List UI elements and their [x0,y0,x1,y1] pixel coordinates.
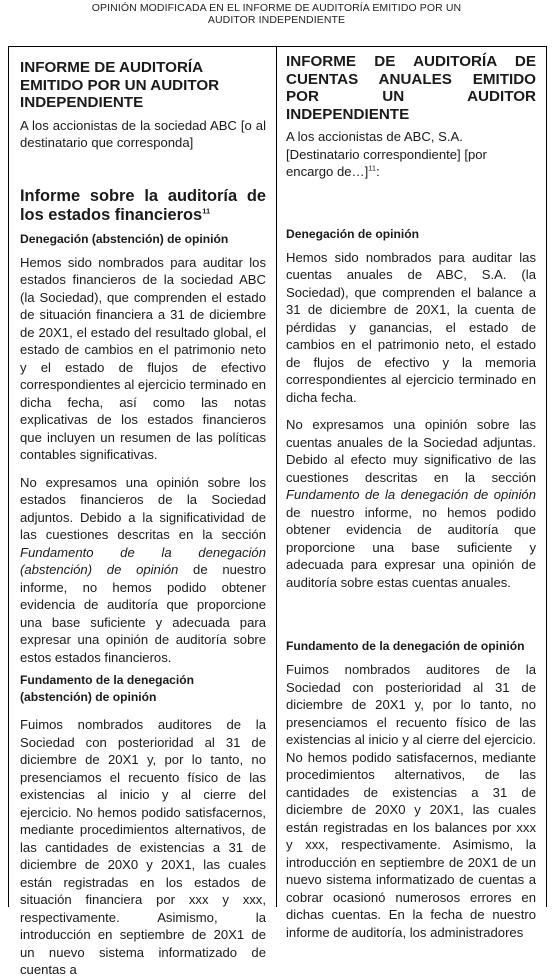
left-column [9,47,277,977]
right-paragraph-1: Hemos sido nombrados para auditar las cuentas anuales de ABC, S.A. (la Sociedad), que comprenden el balance a 31 de diciembre de 20X1, la cuenta de pérdidas y ganancias, el estado de cambios en el patrimonio neto, el estado de flujos de efectivo y la memoria correspondientes al ejercicio terminado en dicha fecha. [286,249,536,405]
page-header-line-1: OPINIÓN MODIFICADA EN EL INFORME DE AUDITORÍA EMITIDO POR UN [91,2,462,14]
page-header [0,2,553,26]
right-paragraph-2 [286,416,536,591]
left-paragraph-2-b: de nuestro informe, no hemos podido obtener evidencia de auditoría que proporcione una base suficiente y adecuada para expresar una opinión de auditoría sobre estos estados financieros. [20,562,267,665]
right-footnote-ref: 11 [368,163,377,173]
left-subheading-basis: Fundamento de la denegación (abstención) de opinión [20,673,195,704]
right-addressee-text: A los accionistas de ABC, S.A. [Destinatario correspondiente] [por encargo de…] [286,129,487,179]
page-header-line-2: AUDITOR INDEPENDIENTE [207,14,346,26]
left-addressee: A los accionistas de la sociedad ABC [o al destinatario que corresponda] [20,117,266,150]
left-section-title-text: Informe sobre la auditoría de los estados financieros [20,186,266,224]
left-report-title: INFORME DE AUDITORÍA EMITIDO POR UN AUDITOR INDEPENDIENTE [20,59,220,111]
right-subheading-denial: Denegación de opinión [286,226,420,241]
right-paragraph-2-a: No expresamos una opinión sobre las cuentas anuales de la Sociedad adjuntas. Debido al efecto muy significativo de las cuestiones descritas en la sección [286,417,536,485]
left-paragraph-2 [20,474,266,667]
right-paragraph-3: Fuimos nombrados auditores de la Sociedad con posterioridad al 31 de diciembre de 20X1 y, por lo tanto, no presenciamos el recuento físico de las existencias al inicio y al cierre del ejercicio. No hemos podido satisfacernos, mediante procedimientos alternativos, de las cantidades de existencias a 31 de diciembre de 20X0 y 20X1, las cuales están registradas en los balances por xxx y xxx, respectivamente. Asimismo, la introducción en septiembre de 20X1 de un nuevo sistema informatizado de cuentas a cobrar ocasionó numerosos errores en dichas cuentas. En la fecha de nuestro informe de auditoría, los administradores [286,662,536,940]
comparison-table [8,46,547,977]
right-column [277,47,545,940]
right-paragraph-2-italic: Fundamento de la denegación de opinión [286,487,536,502]
left-paragraph-2-italic: Fundamento de la denegación (abstención) de opinión [20,544,266,577]
left-paragraph-1: Hemos sido nombrados para auditar los estados financieros de la sociedad ABC (la Sociedad), que comprenden el estado de situación financiera a 31 de diciembre de 20X1, el estado del resultado global, el estado de cambios en el patrimonio neto y el estado de flujos de efectivo correspondientes al ejercicio terminado en dicha fecha, así como las notas explicativas de los estados financieros que incluyen un resumen de las políticas contables significativas. [20,254,267,462]
right-addressee-tail: : [376,164,380,179]
left-paragraph-3: Fuimos nombrados auditores de la Sociedad con posterioridad al 31 de diciembre de 20X1 y, por lo tanto, no presenciamos el recuento físico de las existencias al inicio y al cierre del ejercicio. No hemos podido satisfacernos, mediante procedimientos alternativos, de las cantidades de existencias a 31 de diciembre de 20X0 y 20X1, las cuales están registradas en los estados de situación financiera por xxx y xxx, respectivamente. Asimismo, la introducción en septiembre de 20X1 de un nuevo sistema informatizado de cuentas a [20,717,266,977]
right-paragraph-2-b: de nuestro informe, no hemos podido obtener evidencia de auditoría que proporcione una base suficiente y adecuada para expresar una opinión de auditoría sobre estas cuentas anuales. [286,504,536,590]
left-subheading-denial: Denegación (abstención) de opinión [20,231,229,246]
right-report-title: INFORME DE AUDITORÍA DE CUENTAS ANUALES EMITIDO POR UN AUDITOR INDEPENDIENTE [286,53,536,123]
left-paragraph-2-a: No expresamos una opinión sobre los estados financieros de la Sociedad adjuntos. Debido a la significatividad de las cuestiones descritas en la sección [20,474,266,542]
right-subheading-basis: Fundamento de la denegación de opinión [286,639,525,653]
right-addressee [286,128,536,181]
left-section-title [20,187,266,225]
left-footnote-ref: 11 [202,206,211,216]
